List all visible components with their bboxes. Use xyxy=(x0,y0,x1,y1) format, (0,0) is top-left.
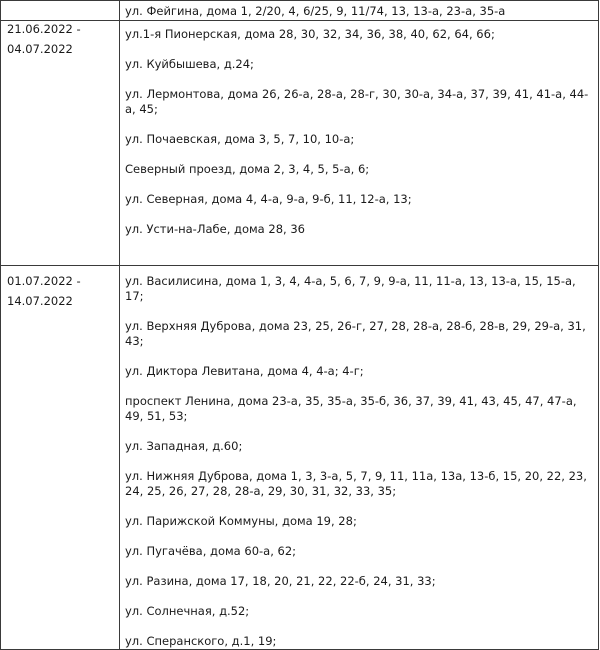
address-line: проспект Ленина, дома 23-а, 35, 35-а, 35-б, 36, 37, 39, 41, 43, 45, 47, 47-а, 49, 51, 53; xyxy=(125,394,577,423)
address-line: ул. Фейгина, дома 1, 2/20, 4, 6/25, 9, 11/74, 13, 13-а, 23-а, 35-а xyxy=(125,4,506,18)
address-line: ул. Верхняя Дуброва, дома 23, 25, 26-г, 27, 28, 28-а, 28-б, 28-в, 29, 29-а, 31, 43; xyxy=(125,319,586,348)
date-cell xyxy=(1,21,120,266)
address-cell xyxy=(120,21,599,266)
date-end: 14.07.2022 xyxy=(7,294,73,308)
address-line: ул.1-я Пионерская, дома 28, 30, 32, 34, 36, 38, 40, 62, 64, 66; xyxy=(125,27,495,41)
date-start: 21.06.2022 - xyxy=(7,22,81,36)
address-line: Северный проезд, дома 2, 3, 4, 5, 5-а, 6; xyxy=(125,162,370,176)
address-line: ул. Лермонтова, дома 26, 26-а, 28-а, 28-г, 30, 30-а, 34-а, 37, 39, 41, 41-а, 44-а, 45; xyxy=(125,87,589,116)
table-row xyxy=(1,266,599,650)
address-line: ул. Солнечная, д.52; xyxy=(125,604,250,618)
address-line: ул. Северная, дома 4, 4-а, 9-а, 9-б, 11, 12-а, 13; xyxy=(125,192,412,206)
date-start: 01.07.2022 - xyxy=(7,274,81,288)
address-line: ул. Разина, дома 17, 18, 20, 21, 22, 22-б, 24, 31, 33; xyxy=(125,574,436,588)
address-line: ул. Парижской Коммуны, дома 19, 28; xyxy=(125,514,357,528)
date-end: 04.07.2022 xyxy=(7,42,73,56)
address-line: ул. Куйбышева, д.24; xyxy=(125,57,254,71)
table-row xyxy=(1,21,599,266)
address-line: ул. Почаевская, дома 3, 5, 7, 10, 10-а; xyxy=(125,132,355,146)
address-line: ул. Пугачёва, дома 60-а, 62; xyxy=(125,544,297,558)
address-cell xyxy=(120,1,599,21)
address-line: ул. Диктора Левитана, дома 4, 4-а; 4-г; xyxy=(125,364,364,378)
address-cell xyxy=(120,266,599,650)
table-row xyxy=(1,1,599,21)
address-line: ул. Западная, д.60; xyxy=(125,439,243,453)
date-cell xyxy=(1,1,120,21)
address-line: ул. Василисина, дома 1, 3, 4, 4-а, 5, 6, 7, 9, 9-а, 11, 11-а, 13, 13-а, 15, 15-а, 17; xyxy=(125,274,576,303)
address-line: ул. Усти-на-Лабе, дома 28, 36 xyxy=(125,222,305,236)
address-line: ул. Нижняя Дуброва, дома 1, 3, 3-а, 5, 7, 9, 11, 11а, 13а, 13-б, 15, 20, 22, 23, 24, 25, 26, 27, 28, 28-а, 29, 30, 31, 32, 33, 35; xyxy=(125,469,587,498)
address-line: ул. Сперанского, д.1, 19; xyxy=(125,634,277,648)
date-cell xyxy=(1,266,120,650)
